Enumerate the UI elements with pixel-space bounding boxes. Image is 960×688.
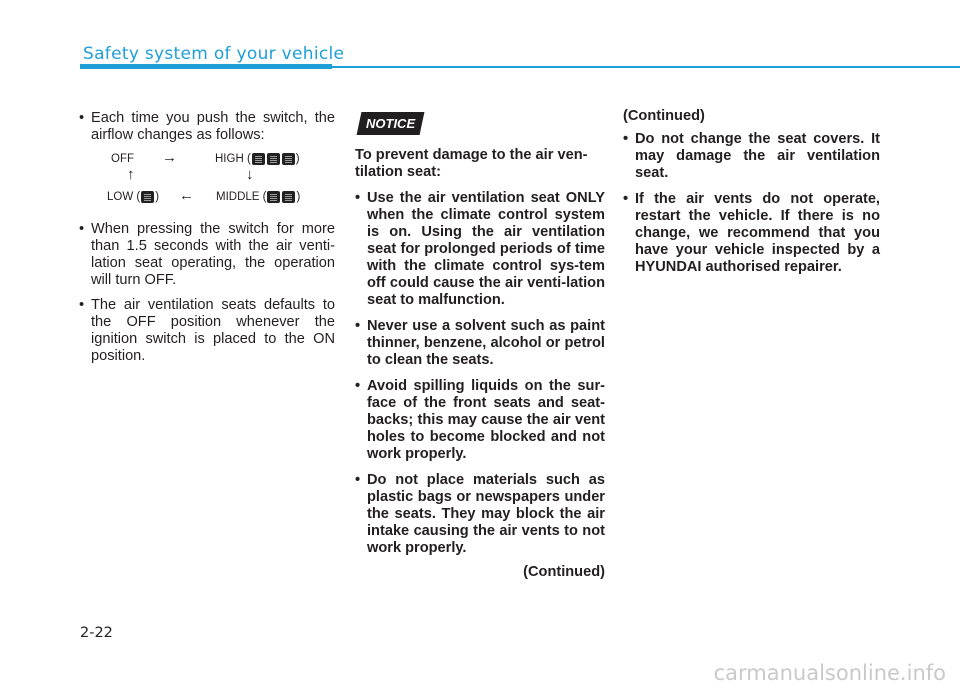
bullet-list	[79, 110, 335, 365]
header-rule-accent	[80, 64, 332, 69]
column-middle	[355, 112, 605, 581]
list-item: • Do not place materials such as plastic bags or newspapers under the seats. They may block the air intake causing the air vents to not work properly.	[355, 472, 605, 557]
notice-list	[355, 190, 605, 557]
seat-fan-icon	[282, 153, 295, 165]
list-item: • If the air vents do not operate, restart the vehicle. If there is no change, we recommend that you have your vehicle inspected by a HYUNDAI authorised repairer.	[623, 191, 880, 276]
bullet-text: Each time you push the switch, the airflow changes as follows:	[91, 110, 335, 143]
continued-heading: (Continued)	[623, 108, 705, 124]
list-item: • Avoid spilling liquids on the sur-face of the front seats and seat-backs; this may cause the air vent holes to become blocked and not work properly.	[355, 378, 605, 463]
notice-label: NOTICE	[366, 116, 416, 131]
list-item: • Do not change the seat covers. It may damage the air ventilation seat.	[623, 131, 880, 182]
diagram-label-off: OFF	[111, 153, 134, 165]
diagram-label-low	[107, 189, 159, 206]
header-rule	[332, 66, 960, 68]
seat-fan-icon	[252, 153, 265, 165]
arrow-down-icon: ↓	[246, 166, 254, 183]
seat-fan-icon	[141, 191, 154, 203]
column-right	[623, 108, 880, 285]
list-item: • Use the air ventilation seat ONLY when the climate control system is on. Using the air ventilation seat for prolonged periods of time with the climate control sys-tem off could cause the air venti-lation seat to malfunction.	[355, 190, 605, 309]
list-item	[79, 110, 335, 213]
diagram-low-close: )	[155, 191, 160, 203]
section-title: Safety system of your vehicle	[83, 44, 345, 64]
diagram-label-middle	[216, 189, 300, 206]
diagram-high-text: HIGH (	[215, 153, 251, 165]
diagram-label-high	[215, 151, 300, 168]
arrow-right-icon: →	[162, 149, 177, 166]
watermark: carmanualsonline.info	[713, 661, 946, 685]
page-number: 2-22	[80, 625, 113, 641]
diagram-middle-text: MIDDLE (	[216, 191, 267, 203]
column-left	[79, 110, 335, 373]
arrow-up-icon: ↑	[127, 166, 135, 183]
seat-fan-icon	[267, 191, 280, 203]
notice-heading: To prevent damage to the air ven-tilation seat:	[355, 147, 588, 180]
notice-list-continued	[623, 131, 880, 276]
arrow-left-icon: ←	[179, 187, 194, 204]
list-item: • When pressing the switch for more than 1.5 seconds with the air venti-lation seat operating, the operation will turn OFF.	[79, 221, 335, 289]
seat-fan-icon	[267, 153, 280, 165]
diagram-high-close: )	[295, 153, 300, 165]
list-item: • Never use a solvent such as paint thinner, benzene, alcohol or petrol to clean the seats.	[355, 318, 605, 369]
continued-label: (Continued)	[523, 564, 605, 580]
airflow-diagram	[91, 149, 335, 213]
notice-badge	[357, 112, 425, 135]
diagram-middle-close: )	[296, 191, 301, 203]
seat-fan-icon	[282, 191, 295, 203]
list-item: • The air ventilation seats defaults to the OFF position whenever the ignition switch is placed to the ON position.	[79, 297, 335, 365]
diagram-low-text: LOW (	[107, 191, 141, 203]
